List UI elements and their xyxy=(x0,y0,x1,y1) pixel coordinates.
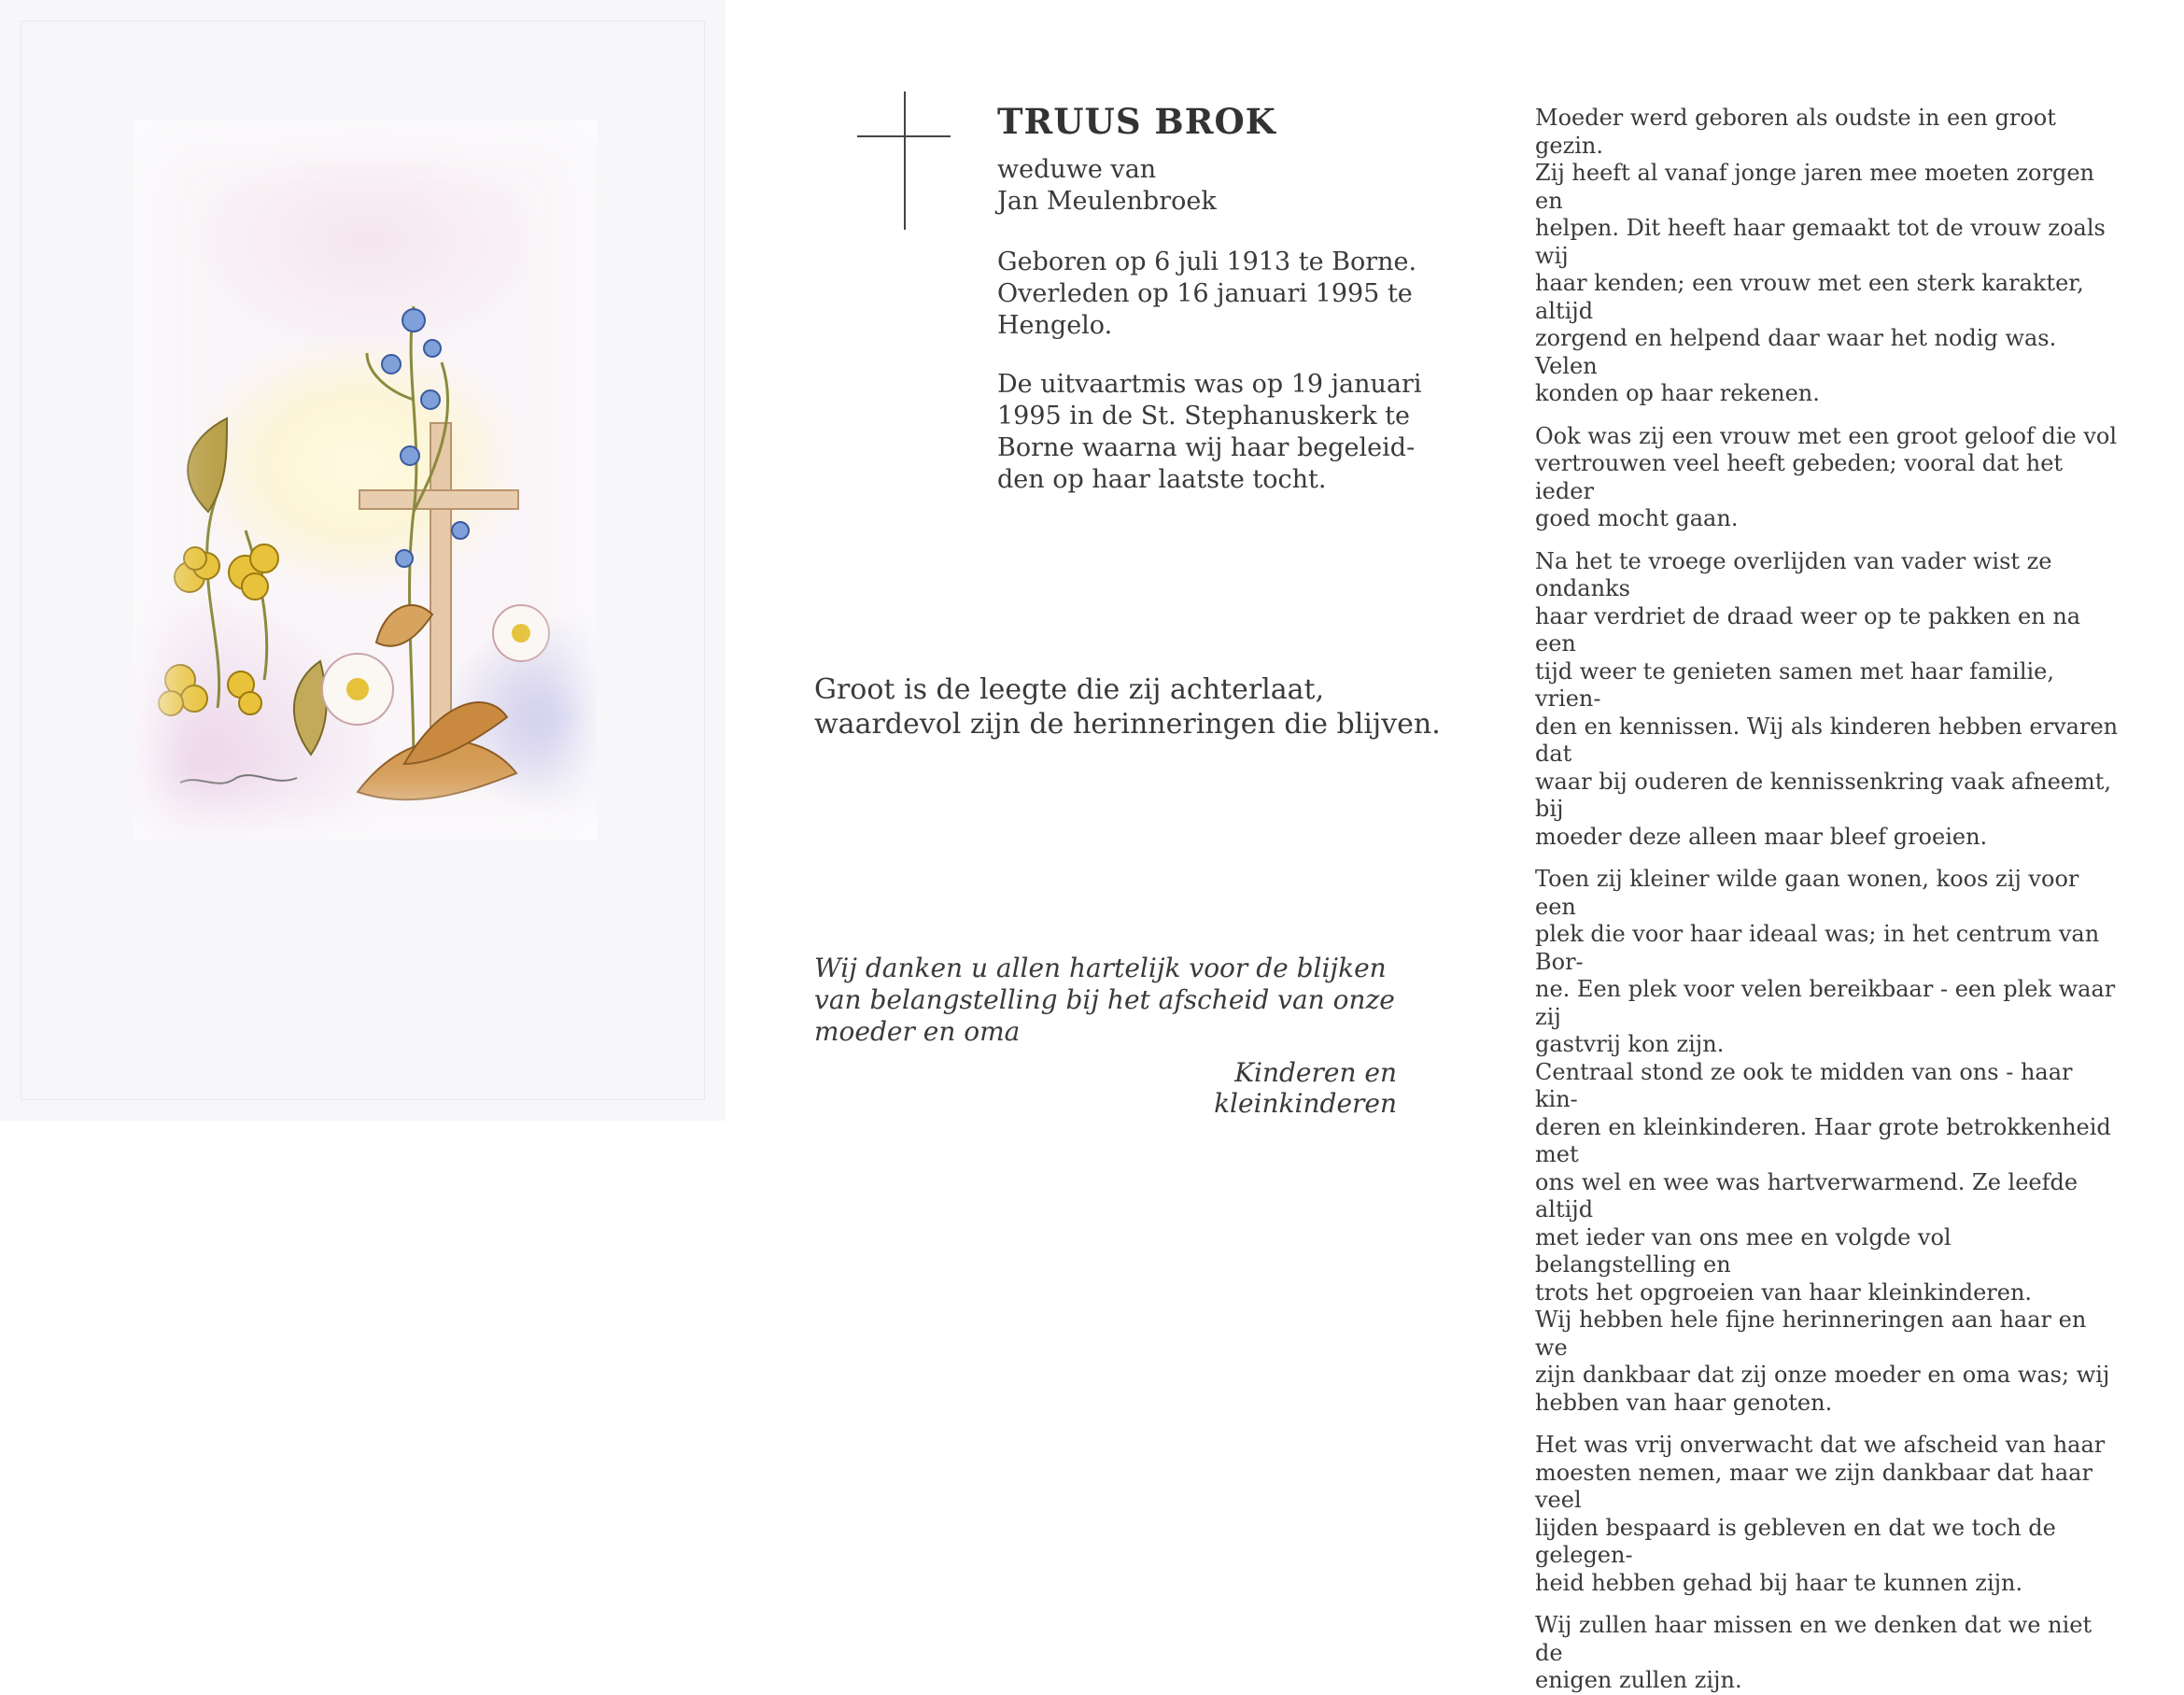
cross-symbol-icon-vertical xyxy=(904,92,906,230)
biography-paragraph-1: Moeder werd geboren als oudste in een groot gezin. Zij heeft al vanaf jonge jaren mee moeten zorgen en helpen. Dit heeft haar gemaakt tot de vrouw zoals wij haar kenden; een vrouw met een sterk karakter, altijd zorgend en helpend daar waar het nodig was. Velen konden op haar rekenen. xyxy=(1535,105,2106,406)
memorial-quote xyxy=(814,672,1441,742)
quote-line-2: waardevol zijn de herinneringen die blijven. xyxy=(814,708,1441,741)
biography-paragraph-3: Na het te vroege overlijden van vader wist ze ondanks haar verdriet de draad weer op te pakken en na een tijd weer te genieten samen met haar familie, vrien- den en kennissen. Wij als kinderen hebben ervaren dat waar bij ouderen de kennissenkring vaak afneemt, bij moeder deze alleen maar bleef groeien. xyxy=(1535,547,2119,850)
flower-stems xyxy=(207,306,448,764)
birth-line: Geboren op 6 juli 1913 te Borne. xyxy=(997,247,1417,276)
white-wild-roses xyxy=(322,605,549,725)
funeral-line-4: den op haar laatste tocht. xyxy=(997,465,1327,494)
family-signature: Kinderen en kleinkinderen xyxy=(1214,1057,1397,1119)
card-front xyxy=(0,0,727,1121)
biography-paragraph-2: Ook was zij een vrouw met een groot geloof die vol vertrouwen veel heeft gebeden; vooral dat het ieder goed mocht gaan. xyxy=(1535,422,2118,531)
widow-line-1: weduwe van xyxy=(997,155,1157,184)
artist-signature xyxy=(180,775,297,784)
death-line-2: Hengelo. xyxy=(997,311,1113,340)
widow-line-2: Jan Meulenbroek xyxy=(997,187,1217,216)
floral-cross-painting xyxy=(134,120,597,840)
biography-paragraph-5: Het was vrij onverwacht dat we afscheid van haar moesten nemen, maar we zijn dankbaar dat haar veel lijden bespaard is gebleven en dat we toch de gelegen- heid hebben gehad bij haar te kunnen zijn. xyxy=(1535,1432,2106,1596)
blue-flowers xyxy=(382,309,469,567)
biography-paragraph-6: Wij zullen haar missen en we denken dat we niet de enigen zullen zijn. xyxy=(1535,1612,2092,1693)
biography-column xyxy=(1535,105,2119,1695)
funeral-line-1: De uitvaartmis was op 19 januari xyxy=(997,370,1422,399)
painting-illustration xyxy=(134,120,597,840)
death-line-1: Overleden op 16 januari 1995 te xyxy=(997,279,1413,308)
quote-line-1: Groot is de leegte die zij achterlaat, xyxy=(814,673,1325,706)
leaves xyxy=(188,418,516,799)
biography-paragraph-4: Toen zij kleiner wilde gaan wonen, koos zij voor een plek die voor haar ideaal was; in het centrum van Bor- ne. Een plek voor velen bereikbaar - een plek waar zij gastvrij kon zijn. Centraal stond ze ook te midden van ons - haar kin- deren en kleinkinderen. Haar grote betrokkenheid met ons wel en wee was hartverwarmend. Ze leefde altijd met ieder van ons mee en volgde vol belangstelling en trots het opgroeien van haar kleinkinderen. Wij hebben hele fijne herinneringen aan haar en we zijn dankbaar dat zij onze moeder en oma was; wij hebben van haar genoten. xyxy=(1535,866,2116,1416)
deceased-name: TRUUS BROK xyxy=(997,101,1276,142)
wooden-cross-icon xyxy=(359,423,518,773)
thank-you-text: Wij danken u allen hartelijk voor de blijken van belangstelling bij het afscheid van onze moeder en oma xyxy=(814,953,1395,1047)
yellow-primrose-flowers xyxy=(159,544,278,715)
funeral-line-3: Borne waarna wij haar begeleid- xyxy=(997,433,1416,462)
funeral-line-2: 1995 in de St. Stephanuskerk te xyxy=(997,402,1411,431)
